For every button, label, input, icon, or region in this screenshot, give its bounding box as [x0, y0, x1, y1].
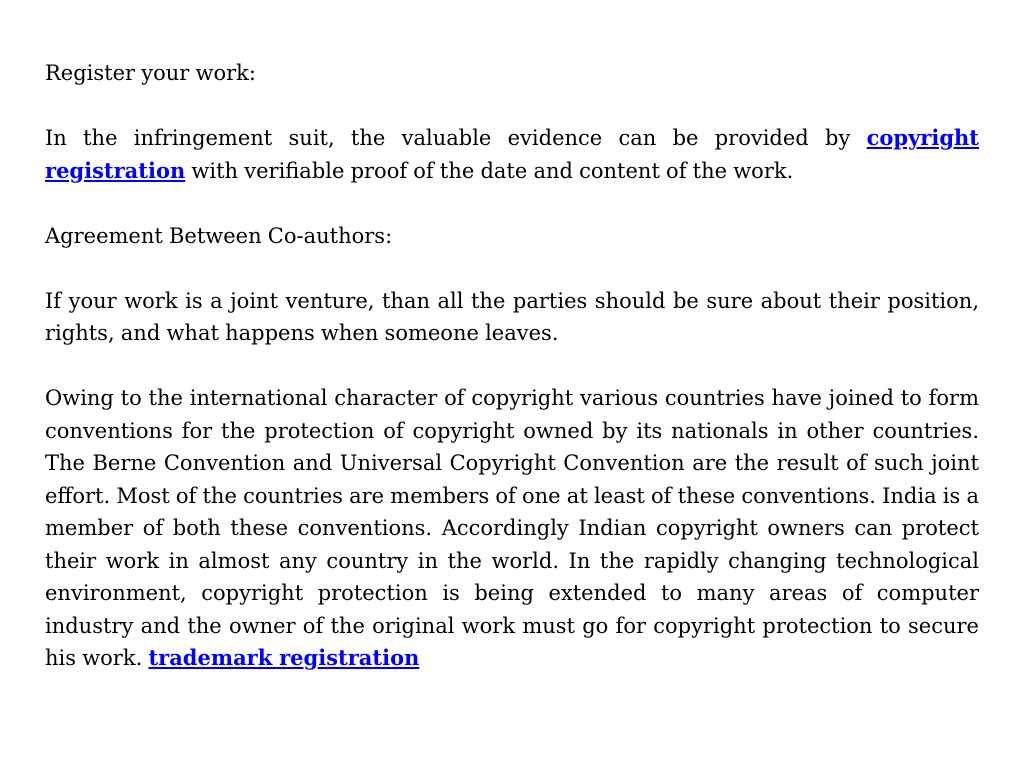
copyright-registration-link[interactable]: copyright registration	[45, 125, 979, 183]
conventions-text: Owing to the international character of copyright various countries have joined to form conventions for the protection of copyright owned by its nationals in other countries. The Berne Convention and Universal Copyright Convention are the result of such joint effort. Most of the countries are members of one at least of these conventions. India is a member of both these conventions. Accordingly Indian copyright owners can protect their work in almost any country in the world. In the rapidly changing technological environment, copyright protection is being extended to many areas of computer industry and the owner of the original work must go for copyright protection to secure his work.	[45, 386, 979, 670]
trademark-registration-link[interactable]: trademark registration	[148, 645, 420, 670]
register-heading: Register your work:	[45, 61, 256, 85]
register-text-before: In the infringement suit, the valuable evidence can be provided by	[45, 126, 867, 150]
slide-content	[45, 57, 979, 707]
conventions-paragraph	[45, 382, 979, 675]
agreement-heading: Agreement Between Co-authors:	[45, 223, 393, 248]
register-text-after: with verifiable proof of the date and content of the work.	[185, 158, 794, 183]
register-paragraph	[45, 122, 979, 187]
agreement-paragraph: If your work is a joint venture, than all the parties should be sure about their position, rights, and what happens when someone leaves.	[45, 288, 979, 345]
